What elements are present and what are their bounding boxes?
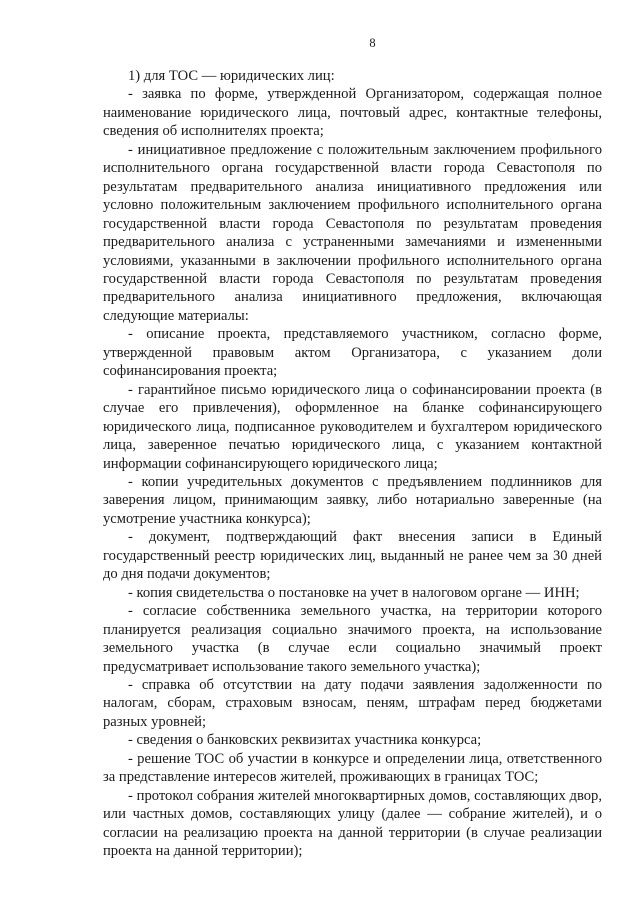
list-item: - гарантийное письмо юридического лица о софинансировании проекта (в случае его привлечения), оформленное на бланке софинансирующего юридического лица, подписанное руководителем и бухгалтером юридического лица, заверенное печатью юридического лица, с указанием контактной информации софинансирующего юридического лица; <box>103 381 602 472</box>
list-item: - сведения о банковских реквизитах участника конкурса; <box>128 732 482 749</box>
list-item: - документ, подтверждающий факт внесения записи в Единый государственный реестр юридических лиц, выданный не ранее чем за 30 дней до дня подачи документов; <box>103 529 602 583</box>
list-item: - описание проекта, представляемого участником, согласно форме, утвержденной правовым актом Организатора, с указанием доли софинансирования проекта; <box>103 326 602 380</box>
list-item: - решение ТОС об участии в конкурсе и определении лица, ответственного за представление интересов жителей, проживающих в границах ТОС; <box>103 750 602 786</box>
list-item: - копия свидетельства о постановке на учет в налоговом органе — ИНН; <box>128 584 580 601</box>
page-number: 8 <box>369 36 376 50</box>
list-item: - согласие собственника земельного участка, на территории которого планируется реализация социально значимого проекта, на использование земельного участка (в случае если социально значимый проект предусматривает использование такого земельного участка); <box>103 603 602 675</box>
list-item: - копии учредительных документов с предъявлением подлинников для заверения лицом, принимающим заявку, либо нотариально заверенные (на усмотрение участника конкурса); <box>103 473 602 527</box>
list-item: - заявка по форме, утвержденной Организатором, содержащая полное наименование юридического лица, почтовый адрес, контактные телефоны, сведения об исполнителях проекта; <box>103 86 602 140</box>
list-item: - инициативное предложение с положительным заключением профильного исполнительного органа государственной власти города Севастополя по результатам предварительного анализа инициативного предложения или условно положительным заключением профильного исполнительного органа государственной власти города Севастополя по результатам проведения предварительного анализа с устраненными замечаниями и измененными условиями, указанными в заключении профильного исполнительного органа государственной власти города Севастополя по результатам проведения предварительного анализа инициативного предложения, включающая следующие материалы: <box>103 141 602 324</box>
list-item: - справка об отсутствии на дату подачи заявления задолженности по налогам, сборам, страховым взносам, пеням, штрафам перед бюджетами разных уровней; <box>103 676 602 730</box>
list-item: - протокол собрания жителей многоквартирных домов, составляющих двор, или частных домов, составляющих улицу (далее — собрание жителей), и о согласии на реализацию проекта на данной территории (в случае реализации проекта на данной территории); <box>103 787 602 860</box>
section-heading: 1) для ТОС — юридических лиц: <box>128 68 335 84</box>
